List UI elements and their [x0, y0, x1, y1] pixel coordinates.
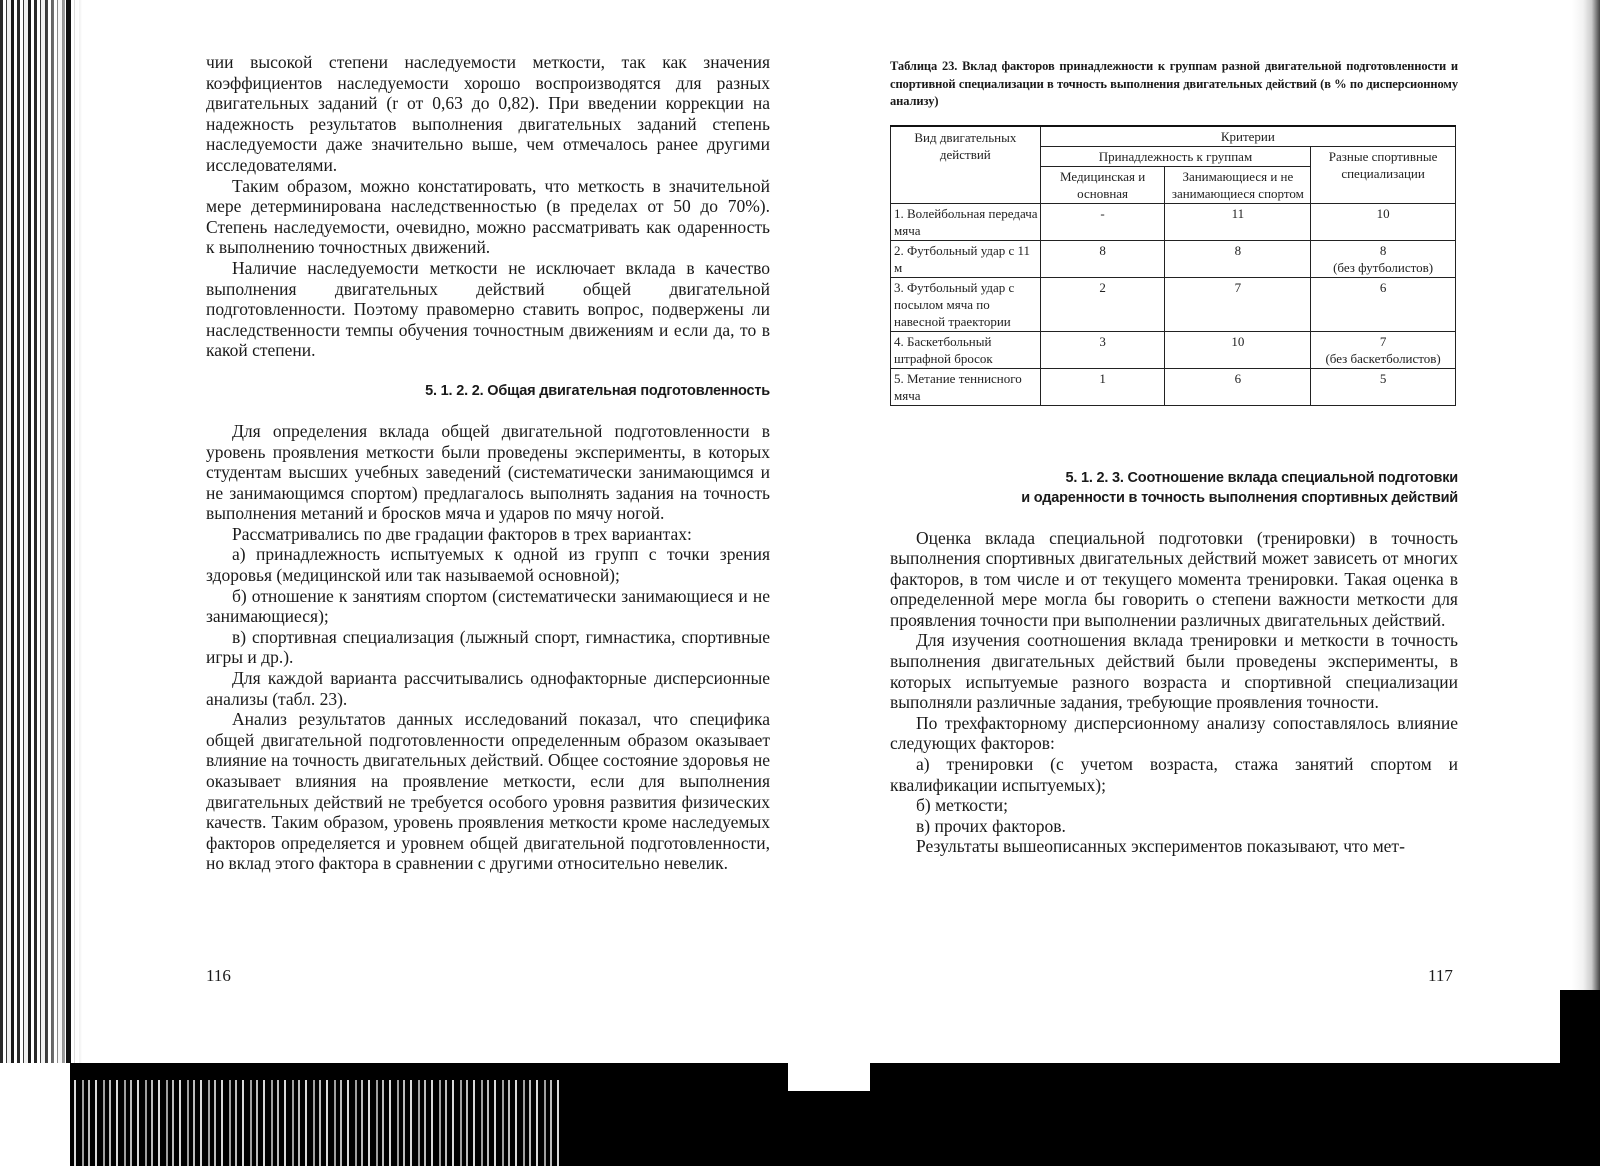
- row-spec-value: 5: [1379, 370, 1387, 386]
- right-paragraph-4: а) тренировки (с учетом возраста, стажа занятий спортом и квалификации испытуемых);: [890, 754, 1458, 795]
- right-subheading-line-1: 5. 1. 2. 3. Соотношение вклада специальной подготовки: [1065, 469, 1458, 486]
- right-subheading-line-2: и одаренности в точность выполнения спортивных действий: [1021, 489, 1458, 506]
- row-sport: 7: [1165, 277, 1311, 331]
- right-paragraph-1: Оценка вклада специальной подготовки (тренировки) в точность выполнения спортивных двигательных действий может зависеть от многих факторов, в том числе и от текущего момента тренировки. Такая оценка в определенной мере могла бы говорить о степени важности меткости для проявления точности при выполнении различных двигательных действий.: [890, 527, 1458, 630]
- left-paragraph-9: Для каждой варианта рассчитывались однофакторные дисперсионные анализы (табл. 23).: [206, 668, 770, 709]
- row-spec-value: 6: [1379, 279, 1387, 295]
- row-spec: [1311, 203, 1456, 240]
- scan-edge-left-fade: [40, 0, 82, 1166]
- right-paragraph-5: б) меткости;: [916, 795, 1009, 816]
- left-page: [206, 52, 770, 874]
- row-spec: [1311, 277, 1456, 331]
- row-action: 2. Футбольный удар с 11 м: [891, 240, 1041, 277]
- left-paragraph-3: Наличие наследуемости меткости не исключает вклада в качество выполнения двигательных действий общей двигательной подготовленности. Поэтому правомерно ставить вопрос, подвержены ли наследственности темпы обучения точностным движениям и если да, то в какой степени.: [206, 257, 770, 361]
- table-row: [891, 277, 1456, 331]
- left-paragraph-7: б) отношение к занятиям спортом (систематически занимающиеся и не занимающиеся);: [206, 585, 770, 627]
- row-spec-note: (без баскетболистов): [1325, 350, 1441, 366]
- header-groups: Принадлежность к группам: [1040, 146, 1311, 166]
- row-sport: 8: [1165, 240, 1311, 277]
- scan-edge-left-bar: [66, 0, 71, 1080]
- header-medical: Медицинская и основная: [1040, 166, 1165, 203]
- page-number-right: 117: [1428, 966, 1453, 985]
- table-caption: Таблица 23. Вклад факторов принадлежности к группам разной двигательной подготовленности и спортивной специализации в точность выполнения двигательных действий (в % по дисперсионному анализу): [890, 59, 1458, 108]
- header-sport: Занимающиеся и не занимающиеся спортом: [1165, 166, 1311, 203]
- row-action: 1. Волейбольная передача мяча: [891, 203, 1041, 240]
- table-row: [891, 331, 1456, 368]
- left-paragraph-2: Таким образом, можно констатировать, что меткость в значительной мере детерминирована наследственностью (в пределах от 50 до 70%). Степень наследуемости, очевидно, можно рассматривать как одаренность к выполнению точностных движений.: [206, 175, 770, 258]
- table-row: [891, 240, 1456, 277]
- scan-edge-bottom-notch: [788, 1063, 870, 1091]
- row-sport: 11: [1165, 203, 1311, 240]
- row-action: 4. Баскетбольный штрафной бросок: [891, 331, 1041, 368]
- row-spec-note: (без футболистов): [1333, 259, 1434, 275]
- left-paragraph-6: а) принадлежность испытуемых к одной из групп с точки зрения здоровья (медицинской или так называемой основной);: [206, 544, 770, 586]
- row-medical: 2: [1040, 277, 1165, 331]
- row-spec: [1311, 368, 1456, 405]
- row-action: 3. Футбольный удар с посылом мяча по навесной траектории: [891, 277, 1041, 331]
- right-paragraph-7: Результаты вышеописанных экспериментов показывают, что мет-: [916, 836, 1405, 857]
- scan-edge-right: [1572, 0, 1600, 1063]
- row-spec-value: 8: [1379, 242, 1387, 258]
- data-table: [890, 125, 1456, 406]
- row-medical: -: [1040, 203, 1165, 240]
- row-spec: [1311, 240, 1456, 277]
- left-paragraph-1: чии высокой степени наследуемости меткости, так как значения коэффициентов наследуемости хорошо воспроизводятся для разных двигательных заданий (r от 0,63 до 0,82). При введении коррекции на надежность результатов выполнения двигательных заданий степень наследуемости даже значительно выше, чем отмечалось ранее другими исследователями.: [206, 52, 770, 175]
- row-spec-value: 7: [1379, 333, 1387, 349]
- scan-edge-right-black: [1560, 990, 1600, 1066]
- row-medical: 8: [1040, 240, 1165, 277]
- header-action-type: Вид двигательных действий: [891, 126, 1041, 204]
- right-page: [890, 58, 1458, 857]
- row-spec: [1311, 331, 1456, 368]
- scan-edge-bottom-white: [0, 1063, 70, 1166]
- row-sport: 6: [1165, 368, 1311, 405]
- left-subheading: 5. 1. 2. 2. Общая двигательная подготовленность: [425, 382, 770, 399]
- table-row: [891, 203, 1456, 240]
- left-paragraph-4: Для определения вклада общей двигательной подготовленности в уровень проявления меткости были проведены эксперименты, в которых студентам высших учебных заведений (систематически занимающимся и не занимающимся спортом) предлагалось выполнять задания на точность выполнения метаний и бросков мяча и ударов по мячу ногой.: [206, 420, 770, 524]
- right-paragraph-3: По трехфакторному дисперсионному анализу сопоставлялось влияние следующих факторов:: [890, 712, 1458, 754]
- scan-edge-bottom-teeth: [0, 1080, 560, 1166]
- right-paragraph-6: в) прочих факторов.: [916, 815, 1066, 836]
- left-paragraph-10: Анализ результатов данных исследований показал, что специфика общей двигательной подготовленности определенным образом оказывает влияние на точность двигательных действий. Общее состояние здоровья не оказывает влияния на проявление меткости, если для выполнения двигательных действий не требуется особого уровня развития физических качеств. Таким образом, уровень проявления меткости кроме наследуемых факторов определяется и уровнем общей двигательной подготовленности, но вклад этого фактора в сравнении с другими относительно невелик.: [206, 709, 770, 874]
- page-number-left: 116: [206, 966, 231, 985]
- row-spec-value: 10: [1376, 205, 1390, 221]
- left-paragraph-8: в) спортивная специализация (лыжный спорт, гимнастика, спортивные игры и др.).: [206, 626, 770, 668]
- table-row: [891, 368, 1456, 405]
- row-medical: 3: [1040, 331, 1165, 368]
- header-specializations: Разные спортивные специализации: [1311, 146, 1456, 203]
- right-paragraph-2: Для изучения соотношения вклада тренировки и меткости в точность выполнения двигательных действий были проведены эксперименты, в которых испытуемые разного возраста и спортивной специализации выполняли различные задания, требующие проявления точности.: [890, 630, 1458, 713]
- left-paragraph-5: Рассматривались по две градации факторов в трех вариантах:: [232, 523, 692, 544]
- row-sport: 10: [1165, 331, 1311, 368]
- header-criteria: Критерии: [1040, 126, 1455, 147]
- row-action: 5. Метание теннисного мяча: [891, 368, 1041, 405]
- row-medical: 1: [1040, 368, 1165, 405]
